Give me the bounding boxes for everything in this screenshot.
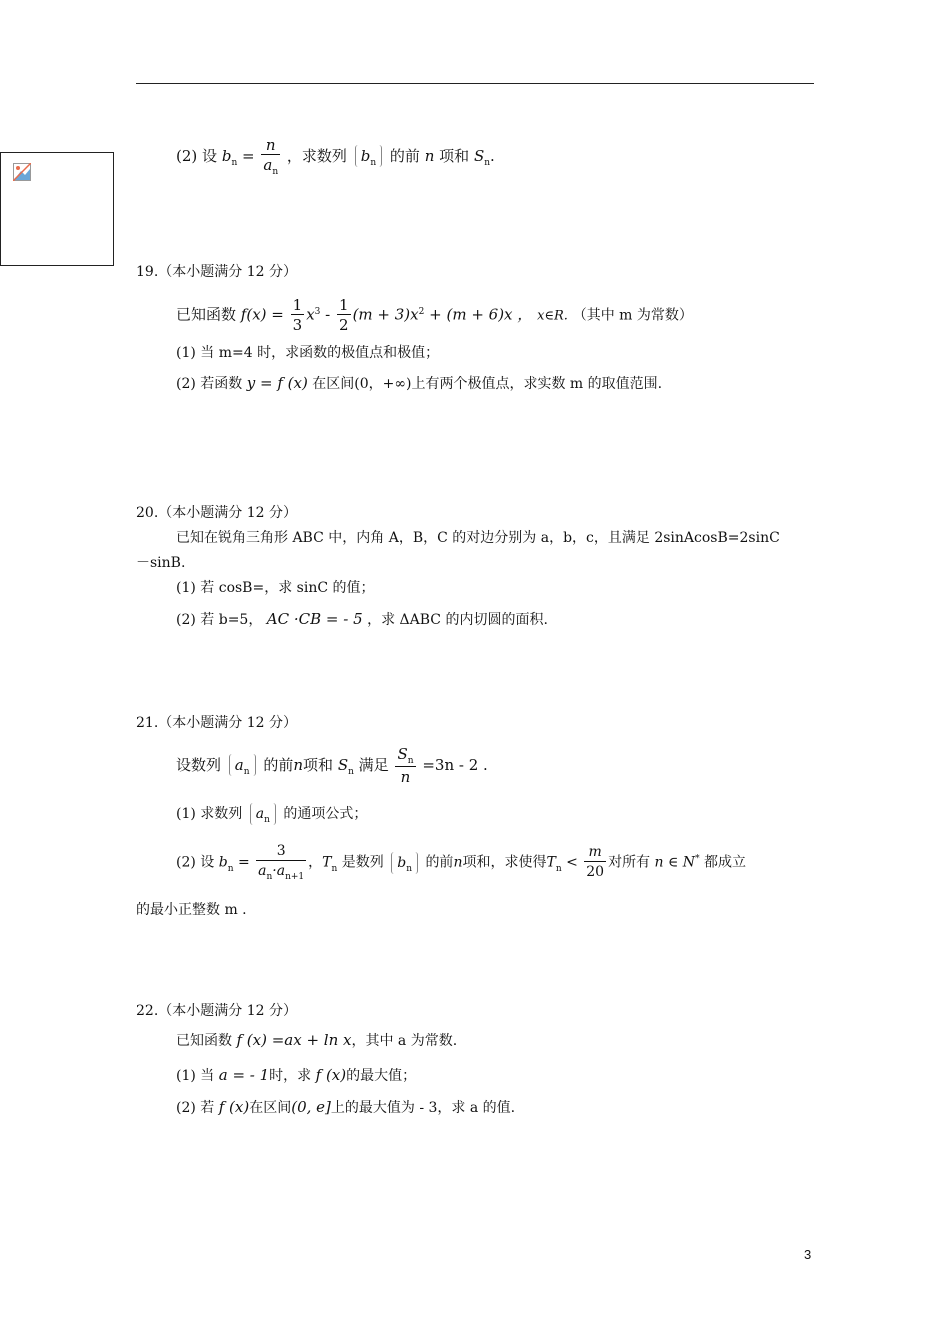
- q21-intro-rhs: =3n - 2 .: [422, 756, 488, 774]
- q21-T: T: [322, 854, 332, 871]
- q19-domain: x∈R.: [537, 308, 568, 324]
- q19-p2-func: y = f (x): [246, 374, 308, 392]
- q21-frac2-den-sub: n: [266, 872, 273, 882]
- q21-p2-mid2: 是数列: [341, 854, 384, 871]
- q21-p1-post: 的通项公式；: [283, 806, 368, 822]
- q22-p1-f: f (x): [315, 1066, 347, 1084]
- q21-p2-T-sub: n: [555, 863, 562, 874]
- q22-p2-interval: (0, e]: [291, 1098, 331, 1116]
- q22-intro-pre: 已知函数: [176, 1033, 232, 1049]
- q18-post: 的前: [389, 147, 420, 165]
- q21-p2-mid4: 项和，求使得: [462, 854, 547, 871]
- q20-part1: (1) 若 cosB=，求 sinC 的值；: [176, 580, 375, 596]
- q19-p2-post: 在区间(0，+∞)上有两个极值点，求实数 m 的取值范围.: [312, 376, 663, 392]
- q21-T-sub: n: [331, 863, 338, 874]
- q18-b-sub: n: [231, 158, 238, 168]
- q21-b: b: [218, 854, 228, 871]
- q22-part2: [176, 1097, 515, 1118]
- q19-p2-pre: (2) 若函数: [176, 376, 243, 392]
- q21-header: 21.（本小题满分 12 分）: [136, 715, 297, 731]
- q22-intro: [176, 1030, 457, 1051]
- q18-S-sub: n: [484, 158, 491, 168]
- q22-func: f (x) =ax + ln x: [236, 1031, 352, 1049]
- q21-eq: =: [237, 854, 250, 871]
- q21-frac2-den-a: a: [258, 863, 267, 879]
- q21-part2: [176, 842, 746, 883]
- q19-note: （其中 m 为常数）: [572, 307, 693, 324]
- q21-part2-line2: 的最小正整数 m .: [136, 902, 247, 918]
- q18-post2: 项和: [439, 147, 470, 165]
- q22-p2-pre: (2) 若: [176, 1100, 215, 1116]
- q21-frac2-den-sub1: n+1: [285, 872, 305, 882]
- q21-frac3-num: m: [588, 844, 602, 860]
- q18-S: S: [473, 147, 485, 165]
- q19-header: 19.（本小题满分 12 分）: [136, 264, 297, 280]
- q21-p2-brace: [391, 852, 418, 874]
- q18-part2-label: (2): [176, 147, 198, 165]
- q22-p1-mid: 时，求: [269, 1068, 312, 1084]
- q21-frac2-den-dot: ·a: [272, 863, 286, 879]
- q22-p2-f: f (x): [218, 1098, 250, 1116]
- q18-mid: ，求数列: [286, 147, 347, 165]
- q21-n: n: [293, 756, 304, 774]
- q21-star: *: [695, 853, 700, 864]
- q21-lt: <: [566, 854, 578, 871]
- q18-part2-pre: 设: [202, 147, 218, 165]
- q18-fraction: [261, 136, 280, 178]
- q19-frac2-den: 2: [339, 316, 349, 334]
- q21-nN: n ∈ N: [654, 854, 696, 871]
- q21-S: S: [337, 756, 349, 774]
- q21-intro-mid3: 满足: [358, 756, 389, 774]
- q22-header: 22.（本小题满分 12 分）: [136, 1003, 297, 1019]
- q19-exp3: 3: [314, 306, 321, 317]
- q18-frac-den: a: [263, 156, 273, 174]
- q18-part2: [176, 136, 495, 178]
- q21-intro-mid: 的前: [263, 756, 294, 774]
- q21-p2-mid: ，: [308, 854, 323, 871]
- q20-p2-post: ，求 ΔABC 的内切圆的面积.: [367, 612, 548, 628]
- q19-part2: [176, 373, 662, 394]
- q19-frac1: [291, 296, 305, 335]
- q21-frac3: [584, 843, 606, 882]
- q21-frac3-den: 20: [586, 864, 605, 880]
- page-number: 3: [804, 1247, 812, 1262]
- q21-frac-num-sub: n: [407, 756, 414, 766]
- q21-frac-num: S: [397, 745, 408, 763]
- q22-intro-post: ，其中 a 为常数.: [351, 1033, 458, 1049]
- q21-p1-pre: (1) 求数列: [176, 806, 243, 822]
- q18-seq-sub: n: [370, 158, 377, 168]
- q21-frac2-num: 3: [256, 842, 306, 861]
- q22-p1-post: 的最大值；: [346, 1068, 417, 1084]
- q22-p1-pre: (1) 当: [176, 1068, 215, 1084]
- q18-sequence-brace: [355, 145, 382, 167]
- q19-x3: x: [306, 305, 315, 324]
- q19-frac1-num: 1: [292, 296, 303, 314]
- q20-p2-vector: AC ·CB = - 5: [266, 610, 363, 628]
- q22-p2-post: 上的最大值为 - 3，求 a 的值.: [330, 1100, 516, 1116]
- q21-intro-mid2: 项和: [303, 756, 334, 774]
- q21-p2-end: 都成立: [704, 854, 747, 871]
- q19-exp2: 2: [418, 306, 425, 317]
- broken-image-placeholder: [0, 152, 114, 266]
- q21-p2-b-sub: n: [406, 863, 412, 874]
- q21-seq-a-brace: [229, 754, 256, 776]
- q21-b-sub: n: [227, 863, 234, 874]
- q21-p2-T: T: [546, 854, 556, 871]
- q20-line1: 已知在锐角三角形 ABC 中，内角 A，B，C 的对边分别为 a，b，c，且满足 2sinAcosB=2sinC: [176, 530, 780, 546]
- q21-part1: [176, 803, 367, 825]
- q21-intro-pre: 设数列: [176, 756, 222, 774]
- q21-p2-mid5: 对所有: [608, 854, 651, 871]
- q19-intro: [176, 296, 693, 335]
- q20-part2: [176, 609, 548, 630]
- broken-image-icon: [13, 163, 31, 181]
- q19-minus: -: [325, 305, 331, 324]
- q21-a-sub: n: [243, 767, 250, 777]
- q21-p1-brace: [250, 803, 276, 825]
- q19-frac1-den: 3: [292, 316, 303, 334]
- header-rule: [136, 83, 814, 84]
- q18-eq: =: [242, 147, 255, 165]
- q19-term3: + (m + 6)x ，: [429, 305, 533, 324]
- q20-p2-pre: (2) 若 b=5，: [176, 612, 263, 628]
- q19-fx: f(x) =: [240, 305, 284, 324]
- q19-frac2-num: 1: [339, 296, 349, 314]
- q18-seq-b: b: [360, 147, 371, 165]
- q19-part1: (1) 当 m=4 时，求函数的极值点和极值；: [176, 345, 440, 361]
- q21-p2-mid3: 的前: [425, 854, 454, 871]
- q21-a: a: [234, 756, 244, 774]
- q21-S-sub: n: [348, 767, 354, 777]
- q21-frac: [395, 745, 415, 787]
- q22-p2-mid: 在区间: [249, 1100, 292, 1116]
- q19-term2: (m + 3)x: [352, 305, 419, 324]
- q20-header: 20.（本小题满分 12 分）: [136, 505, 297, 521]
- q19-intro-pre: 已知函数: [176, 305, 237, 324]
- q21-p1-a: a: [255, 806, 265, 822]
- q20-line2: －sinB.: [136, 555, 186, 571]
- q21-frac-den: n: [400, 768, 411, 786]
- q21-frac2: [256, 842, 306, 883]
- q18-end: .: [490, 147, 495, 165]
- q21-p2-n: n: [453, 854, 463, 871]
- q22-p1-cond: a = - 1: [218, 1066, 270, 1084]
- q18-n: n: [424, 147, 435, 165]
- q21-p2-b: b: [397, 854, 407, 871]
- q18-frac-num: n: [265, 136, 276, 154]
- q19-frac2: [337, 296, 351, 335]
- q21-intro: [176, 745, 488, 787]
- q21-p2-pre: (2) 设: [176, 854, 215, 871]
- q18-frac-den-sub: n: [272, 167, 279, 177]
- q21-p1-a-sub: n: [264, 815, 270, 825]
- q18-b: b: [221, 147, 232, 165]
- q22-part1: [176, 1065, 416, 1086]
